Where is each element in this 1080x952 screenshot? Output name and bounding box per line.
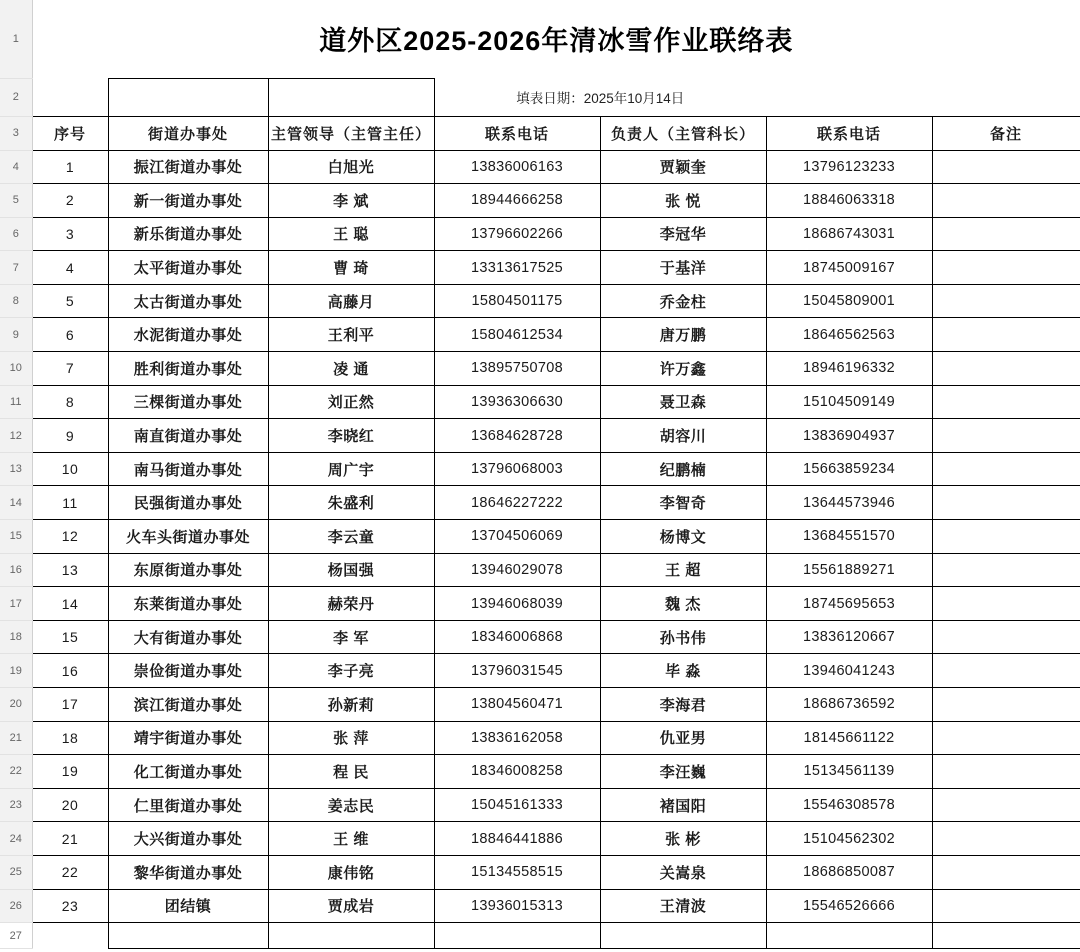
table-row — [0, 721, 1080, 755]
cell-manager-phone: 18646562563 — [766, 318, 932, 352]
cell-office: 仁里街道办事处 — [108, 788, 268, 822]
cell-leader: 程 民 — [268, 755, 434, 789]
cell-index: 8 — [32, 385, 108, 419]
cell-leader: 姜志民 — [268, 788, 434, 822]
cell-index: 5 — [32, 284, 108, 318]
table-row — [0, 755, 1080, 789]
table-row — [0, 520, 1080, 554]
row-number[interactable]: 26 — [0, 889, 32, 923]
row-number[interactable]: 9 — [0, 318, 32, 352]
cell-remark — [932, 452, 1080, 486]
cell-manager-phone: 15104509149 — [766, 385, 932, 419]
cell-leader: 李云童 — [268, 520, 434, 554]
row-number[interactable]: 24 — [0, 822, 32, 856]
cell-leader: 康伟铭 — [268, 855, 434, 889]
table-row — [0, 419, 1080, 453]
cell-leader-phone: 15134558515 — [434, 855, 600, 889]
cell-remark — [932, 419, 1080, 453]
cell-leader-phone: 15804612534 — [434, 318, 600, 352]
cell-manager: 仇亚男 — [600, 721, 766, 755]
cell-remark — [932, 553, 1080, 587]
table-row — [0, 553, 1080, 587]
empty-cell — [268, 78, 434, 116]
cell-leader: 曹 琦 — [268, 251, 434, 285]
cell-leader-phone: 13804560471 — [434, 688, 600, 722]
column-header-leader-phone: 联系电话 — [434, 116, 600, 150]
cell-remark — [932, 822, 1080, 856]
cell-remark — [932, 688, 1080, 722]
cell-office: 新一街道办事处 — [108, 184, 268, 218]
cell-remark — [932, 788, 1080, 822]
cell-leader-phone: 18646227222 — [434, 486, 600, 520]
cell-manager-phone: 13946041243 — [766, 654, 932, 688]
cell-leader: 李子亮 — [268, 654, 434, 688]
cell-manager: 于基洋 — [600, 251, 766, 285]
cell-remark — [932, 251, 1080, 285]
cell-remark — [932, 721, 1080, 755]
row-number[interactable]: 18 — [0, 620, 32, 654]
row-number[interactable]: 23 — [0, 788, 32, 822]
fill-date-label: 填表日期：2025年10月14日 — [434, 78, 766, 116]
table-header-row — [0, 116, 1080, 150]
cell-index: 14 — [32, 587, 108, 621]
cell-manager: 许万鑫 — [600, 352, 766, 386]
cell-office: 太平街道办事处 — [108, 251, 268, 285]
cell-index: 18 — [32, 721, 108, 755]
cell-remark — [932, 318, 1080, 352]
cell-index: 6 — [32, 318, 108, 352]
cell-manager: 胡容川 — [600, 419, 766, 453]
table-row — [0, 251, 1080, 285]
table-row — [0, 385, 1080, 419]
row-number[interactable]: 14 — [0, 486, 32, 520]
cell-leader-phone: 13684628728 — [434, 419, 600, 453]
row-number[interactable]: 16 — [0, 553, 32, 587]
cell-remark — [932, 520, 1080, 554]
row-number[interactable]: 13 — [0, 452, 32, 486]
cell-manager-phone: 15546308578 — [766, 788, 932, 822]
cell-remark — [932, 620, 1080, 654]
cell-leader: 凌 通 — [268, 352, 434, 386]
cell-index: 7 — [32, 352, 108, 386]
cell-office: 民强街道办事处 — [108, 486, 268, 520]
cell-office: 团结镇 — [108, 889, 268, 923]
cell-remark — [932, 150, 1080, 184]
empty-cell — [32, 78, 108, 116]
cell-manager: 张 彬 — [600, 822, 766, 856]
cell-index: 2 — [32, 184, 108, 218]
cell-manager: 唐万鹏 — [600, 318, 766, 352]
cell-office: 胜利街道办事处 — [108, 352, 268, 386]
cell-manager-phone: 18686850087 — [766, 855, 932, 889]
cell-manager-phone: 13836904937 — [766, 419, 932, 453]
row-number[interactable]: 22 — [0, 755, 32, 789]
cell-manager: 杨博文 — [600, 520, 766, 554]
row-number[interactable]: 6 — [0, 217, 32, 251]
cell-remark — [932, 486, 1080, 520]
cell-manager-phone: 18686743031 — [766, 217, 932, 251]
cell-manager: 魏 杰 — [600, 587, 766, 621]
table-row — [0, 822, 1080, 856]
cell-leader: 周广宇 — [268, 452, 434, 486]
cell-manager: 王清波 — [600, 889, 766, 923]
cell-manager: 褚国阳 — [600, 788, 766, 822]
cell-remark — [932, 217, 1080, 251]
cell-office: 南直街道办事处 — [108, 419, 268, 453]
column-header-leader: 主管领导（主管主任） — [268, 116, 434, 150]
table-row — [0, 788, 1080, 822]
row-number[interactable]: 3 — [0, 116, 32, 150]
row-number[interactable]: 11 — [0, 385, 32, 419]
table-row — [0, 688, 1080, 722]
cell-manager: 乔金柱 — [600, 284, 766, 318]
table-row — [0, 654, 1080, 688]
row-number[interactable]: 17 — [0, 587, 32, 621]
table-row — [0, 889, 1080, 923]
cell-leader-phone: 15804501175 — [434, 284, 600, 318]
cell-office: 滨江街道办事处 — [108, 688, 268, 722]
cell-remark — [932, 385, 1080, 419]
cell-remark — [932, 587, 1080, 621]
cell-manager-phone: 18145661122 — [766, 721, 932, 755]
cell-manager-phone: 15045809001 — [766, 284, 932, 318]
cell-leader: 白旭光 — [268, 150, 434, 184]
row-number[interactable]: 20 — [0, 688, 32, 722]
cell-remark — [932, 654, 1080, 688]
cell-leader-phone: 18846441886 — [434, 822, 600, 856]
empty-cell — [766, 923, 932, 949]
cell-index: 3 — [32, 217, 108, 251]
cell-leader-phone: 13836006163 — [434, 150, 600, 184]
table-row — [0, 184, 1080, 218]
column-header-office: 街道办事处 — [108, 116, 268, 150]
cell-leader-phone: 13836162058 — [434, 721, 600, 755]
cell-office: 太古街道办事处 — [108, 284, 268, 318]
cell-leader-phone: 13946068039 — [434, 587, 600, 621]
cell-index: 13 — [32, 553, 108, 587]
title-row — [0, 0, 1080, 78]
cell-remark — [932, 755, 1080, 789]
cell-manager-phone: 15561889271 — [766, 553, 932, 587]
empty-cell — [108, 78, 268, 116]
cell-leader: 刘正然 — [268, 385, 434, 419]
empty-cell — [32, 923, 108, 949]
cell-leader-phone: 13796602266 — [434, 217, 600, 251]
row-number[interactable]: 8 — [0, 284, 32, 318]
cell-manager: 张 悦 — [600, 184, 766, 218]
cell-manager: 聂卫森 — [600, 385, 766, 419]
cell-leader: 贾成岩 — [268, 889, 434, 923]
table-row — [0, 587, 1080, 621]
cell-leader: 李 军 — [268, 620, 434, 654]
empty-cell — [766, 78, 932, 116]
cell-manager: 李智奇 — [600, 486, 766, 520]
cell-leader: 赫荣丹 — [268, 587, 434, 621]
cell-leader-phone: 13895750708 — [434, 352, 600, 386]
column-header-index: 序号 — [32, 116, 108, 150]
cell-manager-phone: 18846063318 — [766, 184, 932, 218]
page-title: 道外区2025-2026年清冰雪作业联络表 — [32, 0, 1080, 78]
cell-manager-phone: 13796123233 — [766, 150, 932, 184]
cell-index: 1 — [32, 150, 108, 184]
cell-office: 三棵街道办事处 — [108, 385, 268, 419]
column-header-remark: 备注 — [932, 116, 1080, 150]
cell-office: 火车头街道办事处 — [108, 520, 268, 554]
empty-cell — [108, 923, 268, 949]
cell-office: 新乐街道办事处 — [108, 217, 268, 251]
empty-cell — [600, 923, 766, 949]
row-number[interactable]: 12 — [0, 419, 32, 453]
cell-manager-phone: 15134561139 — [766, 755, 932, 789]
column-header-manager: 负责人（主管科长） — [600, 116, 766, 150]
cell-remark — [932, 889, 1080, 923]
cell-office: 南马街道办事处 — [108, 452, 268, 486]
cell-manager-phone: 13644573946 — [766, 486, 932, 520]
cell-manager: 孙书伟 — [600, 620, 766, 654]
table-row — [0, 217, 1080, 251]
cell-index: 10 — [32, 452, 108, 486]
cell-office: 东莱街道办事处 — [108, 587, 268, 621]
cell-office: 大有街道办事处 — [108, 620, 268, 654]
cell-leader-phone: 13796031545 — [434, 654, 600, 688]
cell-remark — [932, 184, 1080, 218]
cell-leader: 王 维 — [268, 822, 434, 856]
cell-leader: 李 斌 — [268, 184, 434, 218]
row-number[interactable]: 1 — [0, 0, 32, 78]
cell-remark — [932, 284, 1080, 318]
cell-leader-phone: 18346008258 — [434, 755, 600, 789]
cell-manager-phone: 18686736592 — [766, 688, 932, 722]
empty-cell — [434, 923, 600, 949]
cell-leader-phone: 15045161333 — [434, 788, 600, 822]
cell-office: 东原街道办事处 — [108, 553, 268, 587]
cell-leader: 朱盛利 — [268, 486, 434, 520]
table-row — [0, 150, 1080, 184]
table-row-empty — [0, 923, 1080, 949]
cell-leader: 高藤月 — [268, 284, 434, 318]
cell-leader: 李晓红 — [268, 419, 434, 453]
table-row — [0, 620, 1080, 654]
cell-manager-phone: 15104562302 — [766, 822, 932, 856]
cell-office: 水泥街道办事处 — [108, 318, 268, 352]
cell-manager: 王 超 — [600, 553, 766, 587]
cell-leader-phone: 13796068003 — [434, 452, 600, 486]
cell-manager-phone: 18745695653 — [766, 587, 932, 621]
cell-office: 化工街道办事处 — [108, 755, 268, 789]
cell-manager-phone: 18946196332 — [766, 352, 932, 386]
column-header-manager-phone: 联系电话 — [766, 116, 932, 150]
empty-cell — [932, 923, 1080, 949]
row-number[interactable]: 19 — [0, 654, 32, 688]
row-number[interactable]: 10 — [0, 352, 32, 386]
cell-leader-phone: 18346006868 — [434, 620, 600, 654]
cell-index: 15 — [32, 620, 108, 654]
cell-index: 17 — [32, 688, 108, 722]
cell-leader-phone: 13946029078 — [434, 553, 600, 587]
cell-leader-phone: 13313617525 — [434, 251, 600, 285]
cell-leader: 张 萍 — [268, 721, 434, 755]
row-number[interactable]: 27 — [0, 923, 32, 949]
cell-index: 21 — [32, 822, 108, 856]
empty-cell — [268, 923, 434, 949]
fill-date-row — [0, 78, 1080, 116]
table-row — [0, 318, 1080, 352]
cell-index: 23 — [32, 889, 108, 923]
cell-manager-phone: 13684551570 — [766, 520, 932, 554]
row-number[interactable]: 21 — [0, 721, 32, 755]
empty-cell — [932, 78, 1080, 116]
cell-manager: 关嵩泉 — [600, 855, 766, 889]
cell-index: 9 — [32, 419, 108, 453]
row-number[interactable]: 7 — [0, 251, 32, 285]
cell-office: 黎华街道办事处 — [108, 855, 268, 889]
cell-index: 20 — [32, 788, 108, 822]
cell-manager: 李海君 — [600, 688, 766, 722]
table-row — [0, 284, 1080, 318]
cell-office: 振江街道办事处 — [108, 150, 268, 184]
cell-manager-phone: 15663859234 — [766, 452, 932, 486]
cell-manager-phone: 18745009167 — [766, 251, 932, 285]
cell-index: 12 — [32, 520, 108, 554]
cell-manager-phone: 13836120667 — [766, 620, 932, 654]
cell-leader: 王利平 — [268, 318, 434, 352]
cell-manager: 纪鹏楠 — [600, 452, 766, 486]
cell-remark — [932, 352, 1080, 386]
row-number[interactable]: 15 — [0, 520, 32, 554]
table-row — [0, 855, 1080, 889]
cell-manager: 李汪巍 — [600, 755, 766, 789]
cell-index: 19 — [32, 755, 108, 789]
cell-leader-phone: 13936306630 — [434, 385, 600, 419]
cell-office: 崇俭街道办事处 — [108, 654, 268, 688]
cell-leader: 王 聪 — [268, 217, 434, 251]
row-number[interactable]: 5 — [0, 184, 32, 218]
cell-manager: 贾颖奎 — [600, 150, 766, 184]
cell-index: 4 — [32, 251, 108, 285]
cell-leader-phone: 18944666258 — [434, 184, 600, 218]
cell-index: 16 — [32, 654, 108, 688]
cell-leader: 杨国强 — [268, 553, 434, 587]
table-row — [0, 452, 1080, 486]
cell-manager-phone: 15546526666 — [766, 889, 932, 923]
cell-index: 22 — [32, 855, 108, 889]
cell-manager: 毕 淼 — [600, 654, 766, 688]
row-number[interactable]: 4 — [0, 150, 32, 184]
table-row — [0, 486, 1080, 520]
cell-leader: 孙新莉 — [268, 688, 434, 722]
cell-remark — [932, 855, 1080, 889]
cell-index: 11 — [32, 486, 108, 520]
row-number[interactable]: 25 — [0, 855, 32, 889]
table-row — [0, 352, 1080, 386]
cell-leader-phone: 13936015313 — [434, 889, 600, 923]
cell-office: 靖宇街道办事处 — [108, 721, 268, 755]
cell-leader-phone: 13704506069 — [434, 520, 600, 554]
row-number[interactable]: 2 — [0, 78, 32, 116]
cell-manager: 李冠华 — [600, 217, 766, 251]
cell-office: 大兴街道办事处 — [108, 822, 268, 856]
